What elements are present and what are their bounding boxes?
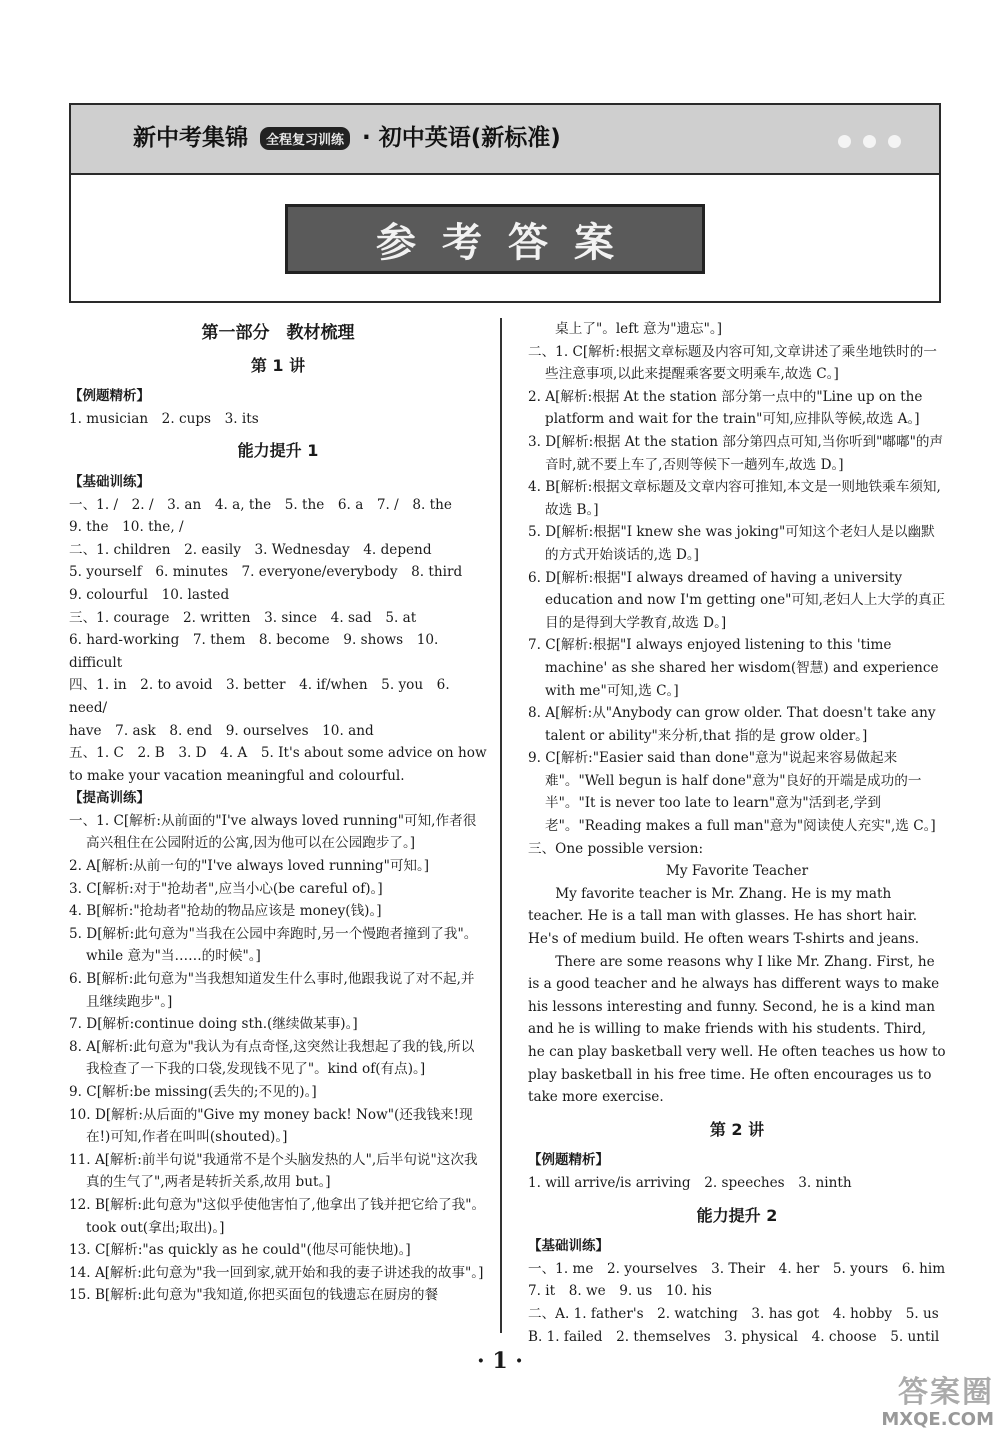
answer-item: 3. D[解析:根据 At the station 部分第四点可知,当你听到"嘟嘟"的声音时,就不要上车了,否则等候下一趟列车,故选 D。]	[528, 433, 944, 473]
answer-item: 13. C[解析:"as quickly as he could"(他尽可能快地)。]	[69, 1242, 411, 1259]
answer-line: 1. will arrive/is arriving 2. speeches 3. ninth	[528, 1174, 852, 1191]
section-label: 【基础训练】	[69, 473, 150, 490]
answer-line: 三、One possible version:	[528, 840, 704, 857]
answer-line: 7. it 8. we 9. us 10. his	[528, 1283, 712, 1300]
dot-icon	[863, 135, 876, 148]
answer-item: 7. D[解析:continue doing sth.(继续做某事)。]	[69, 1016, 358, 1033]
answer-item: 7. C[解析:根据"I always enjoyed listening to this 'time machine' as she shared her wisdom(智慧) and experience with me"可知,选 C。]	[528, 637, 939, 699]
section-label: 【基础训练】	[528, 1238, 609, 1255]
answer-line: 桌上了"。left 意为"遗忘"。]	[528, 321, 722, 337]
banner-pill: 全程复习训练	[260, 127, 350, 150]
answer-item: 9. C[解析:be missing(丢失的;不见的)。]	[69, 1084, 317, 1100]
column-divider	[500, 318, 502, 1333]
answer-item: 5. D[解析:根据"I knew she was joking"可知这个老妇人是以幽默的方式开始谈话的,选 D。]	[528, 524, 935, 563]
lecture-heading: 第 2 讲	[709, 1119, 765, 1139]
answer-line: 6. hard-working 7. them 8. become 9. shows 10. difficult	[69, 632, 439, 671]
answer-title-box	[285, 204, 705, 274]
answer-item: 8. A[解析:此句意为"我认为有点奇怪,这突然让我想起了我的钱,所以我检查了一下我的口袋,发现钱不见了"。kind of(有点)。]	[69, 1038, 475, 1078]
answer-line: to make your vacation meaningful and colourful.	[69, 767, 405, 784]
answer-item: 12. B[解析:此句意为"这似乎使他害怕了,他拿出了钱并把它给了我"。took out(拿出;取出)。]	[69, 1196, 486, 1236]
essay-paragraph: My favorite teacher is Mr. Zhang. He is my math teacher. He is a tall man with glasses. He has short hair. He's of medium build. He often wears T-shirts and jeans.	[528, 885, 920, 948]
section-label: 【例题精析】	[69, 388, 150, 405]
left-column	[69, 318, 487, 1307]
answer-item: 2. A[解析:根据 At the station 部分第一点中的"Line up on the platform and wait for the train"可知,应排队等候,故选 A。]	[528, 388, 923, 428]
watermark-logo-text: 答案圈	[898, 1375, 994, 1410]
answer-item: 8. A[解析:从"Anybody can grow older. That doesn't take any talent or ability"来分析,that 指的是 grow older。]	[528, 705, 936, 744]
essay-title: My Favorite Teacher	[665, 863, 809, 880]
answer-line: 1. musician 2. cups 3. its	[69, 410, 259, 427]
dot-icon	[888, 135, 901, 148]
answer-item: 5. D[解析:此句意为"当我在公园中奔跑时,另一个慢跑者撞到了我"。while 意为"当……的时候"。]	[69, 925, 478, 965]
answer-line: 三、1. courage 2. written 3. since 4. sad 5. at	[69, 609, 417, 626]
header-box	[69, 103, 941, 303]
essay-paragraph: There are some reasons why I like Mr. Zhang. First, he is a good teacher and he always has different ways to make his lessons interesting and funny. Second, he is a kind man and he is willing to make friends with his students. Third, he can play basketball very well. He often teaches us how to play basketball in his free time. He often encourages us to take more exercise.	[528, 953, 946, 1106]
answer-item: 4. B[解析:根据文章标题及文章内容可推知,本文是一则地铁乘车须知,故选 B。]	[528, 479, 941, 518]
answer-line: 9. colourful 10. lasted	[69, 586, 230, 603]
page-number: · 1 ·	[477, 1348, 523, 1374]
banner-series: 新中考集锦	[133, 125, 248, 151]
banner-subject: · 初中英语(新标准)	[362, 125, 561, 151]
dot-icon	[838, 135, 851, 148]
answer-item: 10. D[解析:从后面的"Give my money back! Now"(还我钱来!现在!)可知,作者在叫叫(shouted)。]	[69, 1106, 473, 1146]
answer-item: 4. B[解析:"抢劫者"抢劫的物品应该是 money(钱)。]	[69, 903, 382, 920]
answer-line: 9. the 10. the, /	[69, 519, 184, 536]
answer-line: 二、A. 1. father's 2. watching 3. has got 4. hobby 5. us	[528, 1305, 939, 1322]
answer-line: 二、1. children 2. easily 3. Wednesday 4. depend	[69, 541, 432, 558]
answer-item: 3. C[解析:对于"抢劫者",应当小心(be careful of)。]	[69, 880, 383, 897]
answer-title: 参考答案	[376, 219, 640, 266]
lecture-heading: 能力提升 2	[696, 1205, 778, 1225]
answer-item: 6. B[解析:此句意为"当我想知道发生什么事时,他跟我说了对不起,并且继续跑步"。]	[69, 971, 475, 1010]
answer-item: 14. A[解析:此句意为"我一回到家,就开始和我的妻子讲述我的故事"。]	[69, 1264, 484, 1281]
answer-item: 15. B[解析:此句意为"我知道,你把买面包的钱遗忘在厨房的餐	[69, 1287, 439, 1304]
banner-title	[133, 119, 561, 152]
answer-line: B. 1. failed 2. themselves 3. physical 4. choose 5. until	[528, 1328, 940, 1345]
lecture-heading: 能力提升 1	[237, 441, 319, 461]
answer-item: 9. C[解析:"Easier said than done"意为"说起来容易做起来难"。"Well begun is half done"意为"良好的开端是成功的一半"。"It is never too late to learn"意为"活到老,学到老"。"Reading makes a full man"意为"阅读使人充实",选 C。]	[528, 750, 936, 835]
answer-item: 2. A[解析:从前一句的"I've always loved running"可知。]	[69, 858, 430, 875]
answer-line: have 7. ask 8. end 9. ourselves 10. and	[69, 722, 374, 739]
answer-line: 四、1. in 2. to avoid 3. better 4. if/when 5. you 6. need/	[69, 677, 450, 716]
header-banner	[71, 105, 939, 175]
watermark-url: MXQE.COM	[881, 1409, 994, 1430]
answer-item: 一、1. C[解析:从前面的"I've always loved running"可知,作者很高兴租住在公园附近的公寓,因为他可以在公园跑步了。]	[69, 812, 477, 852]
answer-item: 6. D[解析:根据"I always dreamed of having a university education and now I'm getting one"可知,老妇人上大学的真正目的是得到大学教育,故选 D。]	[528, 569, 946, 631]
part-heading: 第一部分 教材梳理	[201, 323, 355, 343]
lecture-heading: 第 1 讲	[250, 355, 306, 375]
answer-line: 五、1. C 2. B 3. D 4. A 5. It's about some advice on how	[69, 745, 487, 762]
watermark-logo	[808, 1376, 994, 1436]
section-label: 【提高训练】	[69, 790, 150, 807]
answer-line: 5. yourself 6. minutes 7. everyone/everybody 8. third	[69, 564, 463, 581]
answer-item: 11. A[解析:前半句说"我通常不是个头脑发热的人",后半句说"这次我真的生气了",两者是转折关系,故用 but。]	[69, 1151, 478, 1191]
section-label: 【例题精析】	[528, 1152, 609, 1169]
banner-dots	[826, 133, 901, 152]
answer-item: 二、1. C[解析:根据文章标题及内容可知,文章讲述了乘坐地铁时的一些注意事项,以此来提醒乘客要文明乘车,故选 C。]	[528, 343, 937, 383]
right-column	[528, 318, 946, 1348]
answer-line: 一、1. / 2. / 3. an 4. a, the 5. the 6. a 7. / 8. the	[69, 496, 452, 513]
answer-line: 一、1. me 2. yourselves 3. Their 4. her 5. yours 6. him	[528, 1260, 946, 1277]
